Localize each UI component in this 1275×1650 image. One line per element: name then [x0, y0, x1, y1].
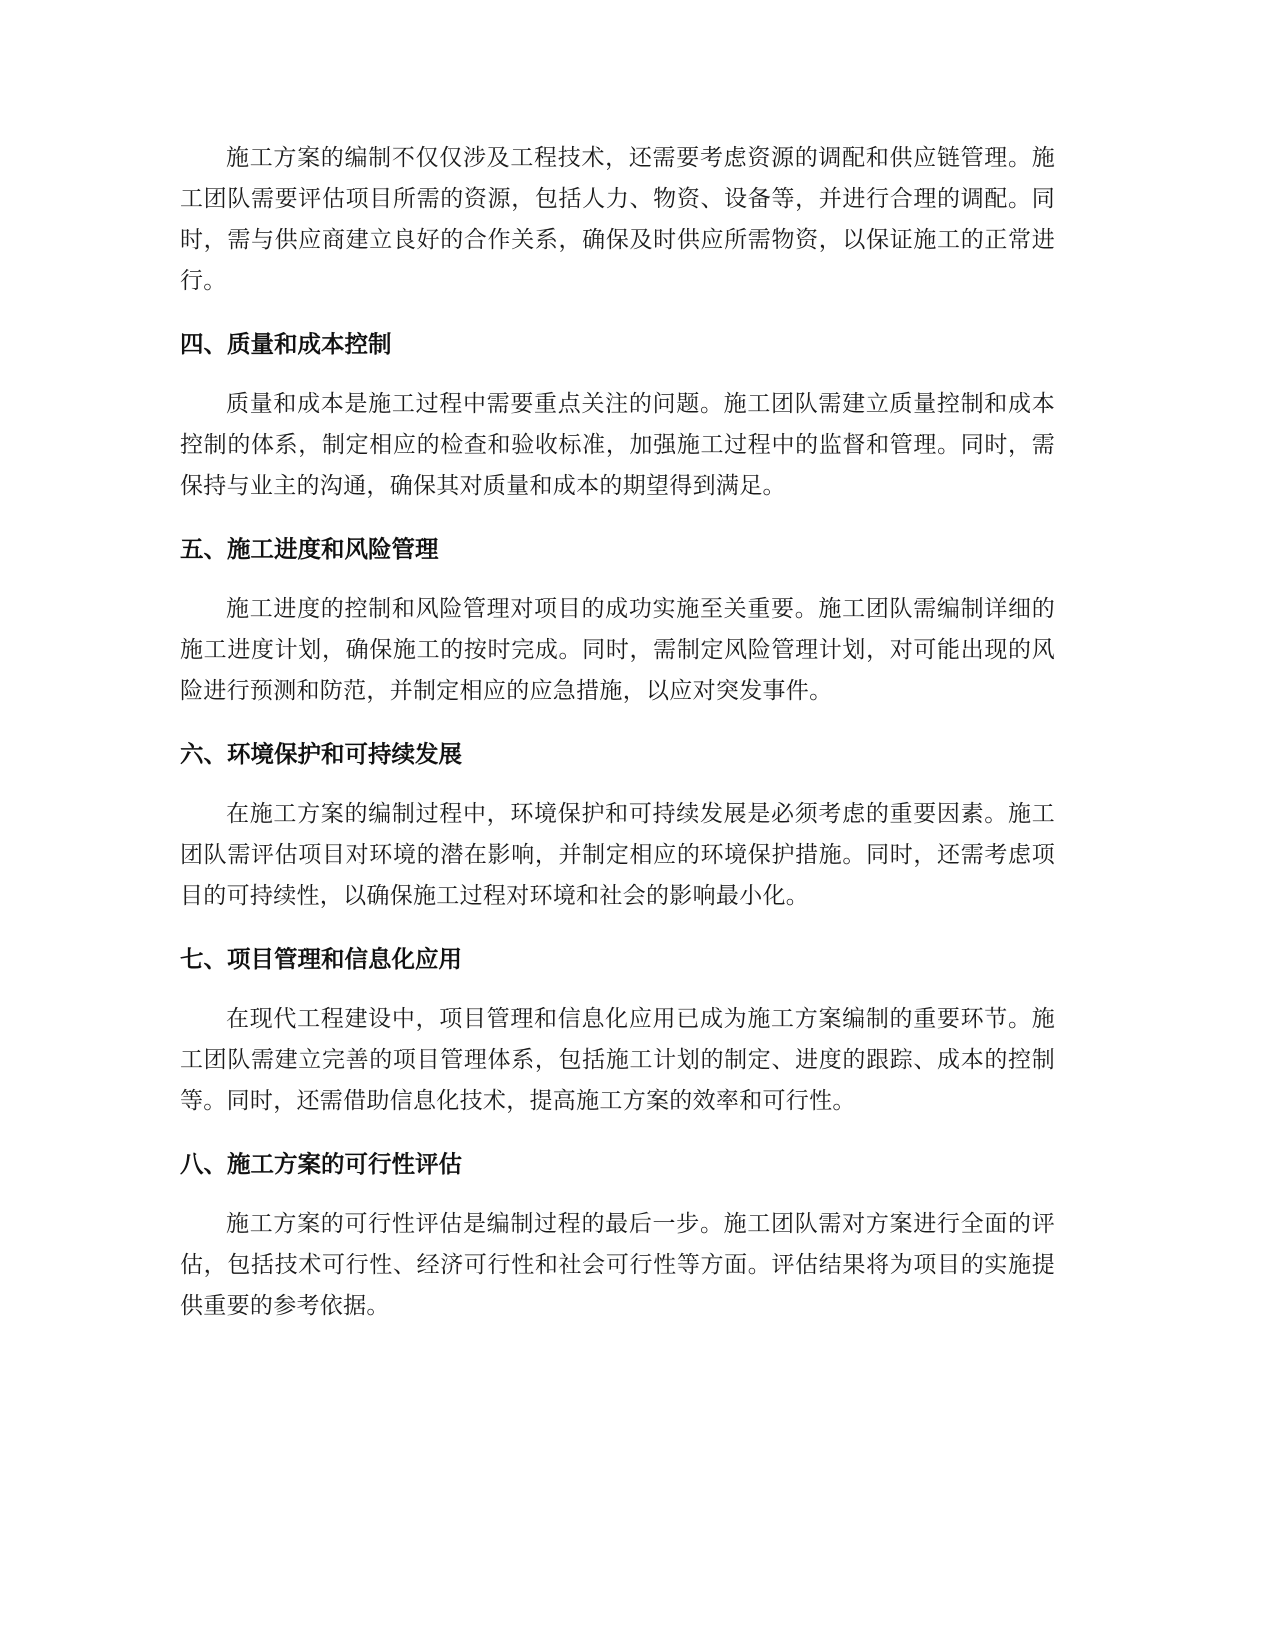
heading-schedule-risk: 五、施工进度和风险管理	[180, 535, 439, 563]
paragraph-environment: 在施工方案的编制过程中，环境保护和可持续发展是必须考虑的重要因素。施工团队需评估项目对环境的潜在影响，并制定相应的环境保护措施。同时，还需考虑项目的可持续性，以确保施工过程对环境和社会的影响最小化。	[180, 801, 1055, 909]
paragraph-quality-cost: 质量和成本是施工过程中需要重点关注的问题。施工团队需建立质量控制和成本控制的体系，制定相应的检查和验收标准，加强施工过程中的监督和管理。同时，需保持与业主的沟通，确保其对质量和成本的期望得到满足。	[180, 391, 1055, 499]
heading-environment: 六、环境保护和可持续发展	[180, 740, 462, 768]
paragraph-schedule-risk: 施工进度的控制和风险管理对项目的成功实施至关重要。施工团队需编制详细的施工进度计划，确保施工的按时完成。同时，需制定风险管理计划，对可能出现的风险进行预测和防范，并制定相应的应急措施，以应对突发事件。	[180, 596, 1055, 704]
paragraph-project-management: 在现代工程建设中，项目管理和信息化应用已成为施工方案编制的重要环节。施工团队需建立完善的项目管理体系，包括施工计划的制定、进度的跟踪、成本的控制等。同时，还需借助信息化技术，提高施工方案的效率和可行性。	[180, 1006, 1055, 1114]
document-page	[180, 138, 1055, 1327]
paragraph-resource-allocation: 施工方案的编制不仅仅涉及工程技术，还需要考虑资源的调配和供应链管理。施工团队需要评估项目所需的资源，包括人力、物资、设备等，并进行合理的调配。同时，需与供应商建立良好的合作关系，确保及时供应所需物资，以保证施工的正常进行。	[180, 145, 1055, 294]
heading-quality-cost: 四、质量和成本控制	[180, 330, 392, 358]
heading-project-management: 七、项目管理和信息化应用	[180, 945, 462, 973]
paragraph-feasibility: 施工方案的可行性评估是编制过程的最后一步。施工团队需对方案进行全面的评估，包括技术可行性、经济可行性和社会可行性等方面。评估结果将为项目的实施提供重要的参考依据。	[180, 1211, 1055, 1319]
heading-feasibility: 八、施工方案的可行性评估	[180, 1150, 462, 1178]
